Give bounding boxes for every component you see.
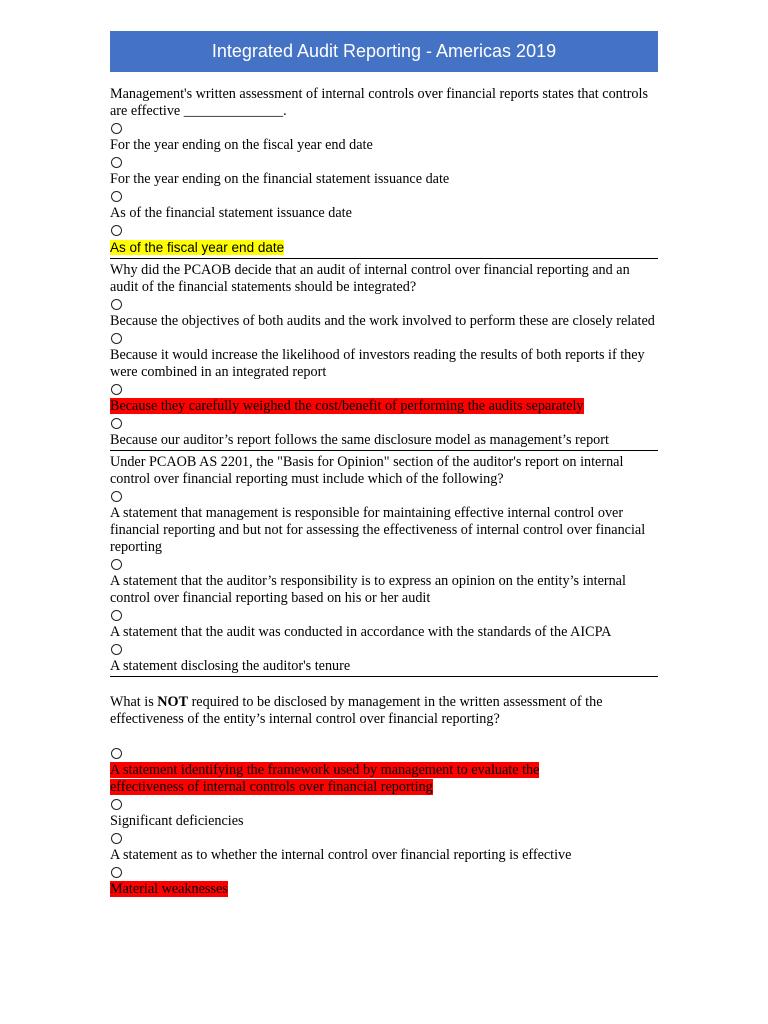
radio-icon [111,225,122,236]
option-text: A statement that the audit was conducted in accordance with the standards of the AICPA [110,624,612,640]
radio-icon [111,191,122,202]
option-text: A statement as to whether the internal control over financial reporting is effective [110,847,572,863]
radio-icon [111,799,122,810]
option-text: A statement that the auditor’s responsibility is to express an opinion on the entity’s internal control over financial reporting based on his or her audit [110,573,626,606]
option-text: As of the financial statement issuance date [110,205,352,221]
radio-icon [111,418,122,429]
option-text: Because it would increase the likelihood of investors reading the results of both reports if they were combined in an integrated report [110,347,645,380]
radio-button[interactable] [110,607,658,624]
radio-button[interactable] [110,830,658,847]
option-text-highlighted: Because they carefully weighed the cost/benefit of performing the audits separately [110,398,584,414]
option-text-highlighted: A statement identifying the framework used by management to evaluate the effectiveness of internal controls over financial reporting [110,762,540,795]
radio-button[interactable] [110,222,658,239]
question-text: Management's written assessment of internal controls over financial reports states that controls are effective ______________. [110,86,648,119]
question-4 [110,680,658,899]
radio-icon [111,333,122,344]
radio-button[interactable] [110,556,658,573]
radio-icon [111,299,122,310]
radio-icon [111,867,122,878]
radio-icon [111,384,122,395]
radio-button[interactable] [110,641,658,658]
radio-icon [111,644,122,655]
option-text: Because the objectives of both audits and the work involved to perform these are closely related [110,313,655,329]
question-text: What is NOT required to be disclosed by management in the written assessment of the effectiveness of the entity’s internal control over financial reporting? [110,694,603,727]
radio-button[interactable] [110,296,658,313]
question-2 [110,262,658,451]
question-1 [110,86,658,259]
option-text: Significant deficiencies [110,813,244,829]
radio-button[interactable] [110,745,658,762]
radio-button[interactable] [110,330,658,347]
radio-button[interactable] [110,488,658,505]
document-page [110,31,658,902]
page-title: Integrated Audit Reporting - Americas 2019 [211,41,557,61]
option-text: A statement that management is responsible for maintaining effective internal control over financial reporting and but not for assessing the effectiveness of internal control over financial reporting [110,505,646,555]
option-text-highlighted: As of the fiscal year end date [110,240,285,255]
option-text-highlighted: Material weaknesses [110,881,228,897]
page-title-banner [110,31,658,72]
radio-icon [111,610,122,621]
option-text: A statement disclosing the auditor's tenure [110,658,351,674]
option-text: For the year ending on the fiscal year end date [110,137,373,153]
question-text: Under PCAOB AS 2201, the "Basis for Opinion" section of the auditor's report on internal control over financial reporting must include which of the following? [110,454,624,487]
radio-button[interactable] [110,864,658,881]
radio-icon [111,833,122,844]
radio-button[interactable] [110,381,658,398]
radio-button[interactable] [110,188,658,205]
option-text: For the year ending on the financial statement issuance date [110,171,450,187]
question-3 [110,454,658,677]
radio-icon [111,491,122,502]
radio-icon [111,123,122,134]
radio-button[interactable] [110,796,658,813]
radio-icon [111,157,122,168]
radio-button[interactable] [110,154,658,171]
radio-button[interactable] [110,415,658,432]
emphasis-not: NOT [157,694,189,710]
question-text: Why did the PCAOB decide that an audit of internal control over financial reporting and an audit of the financial statements should be integrated? [110,262,630,295]
option-text: Because our auditor’s report follows the same disclosure model as management’s report [110,432,609,448]
radio-icon [111,559,122,570]
radio-button[interactable] [110,120,658,137]
radio-icon [111,748,122,759]
